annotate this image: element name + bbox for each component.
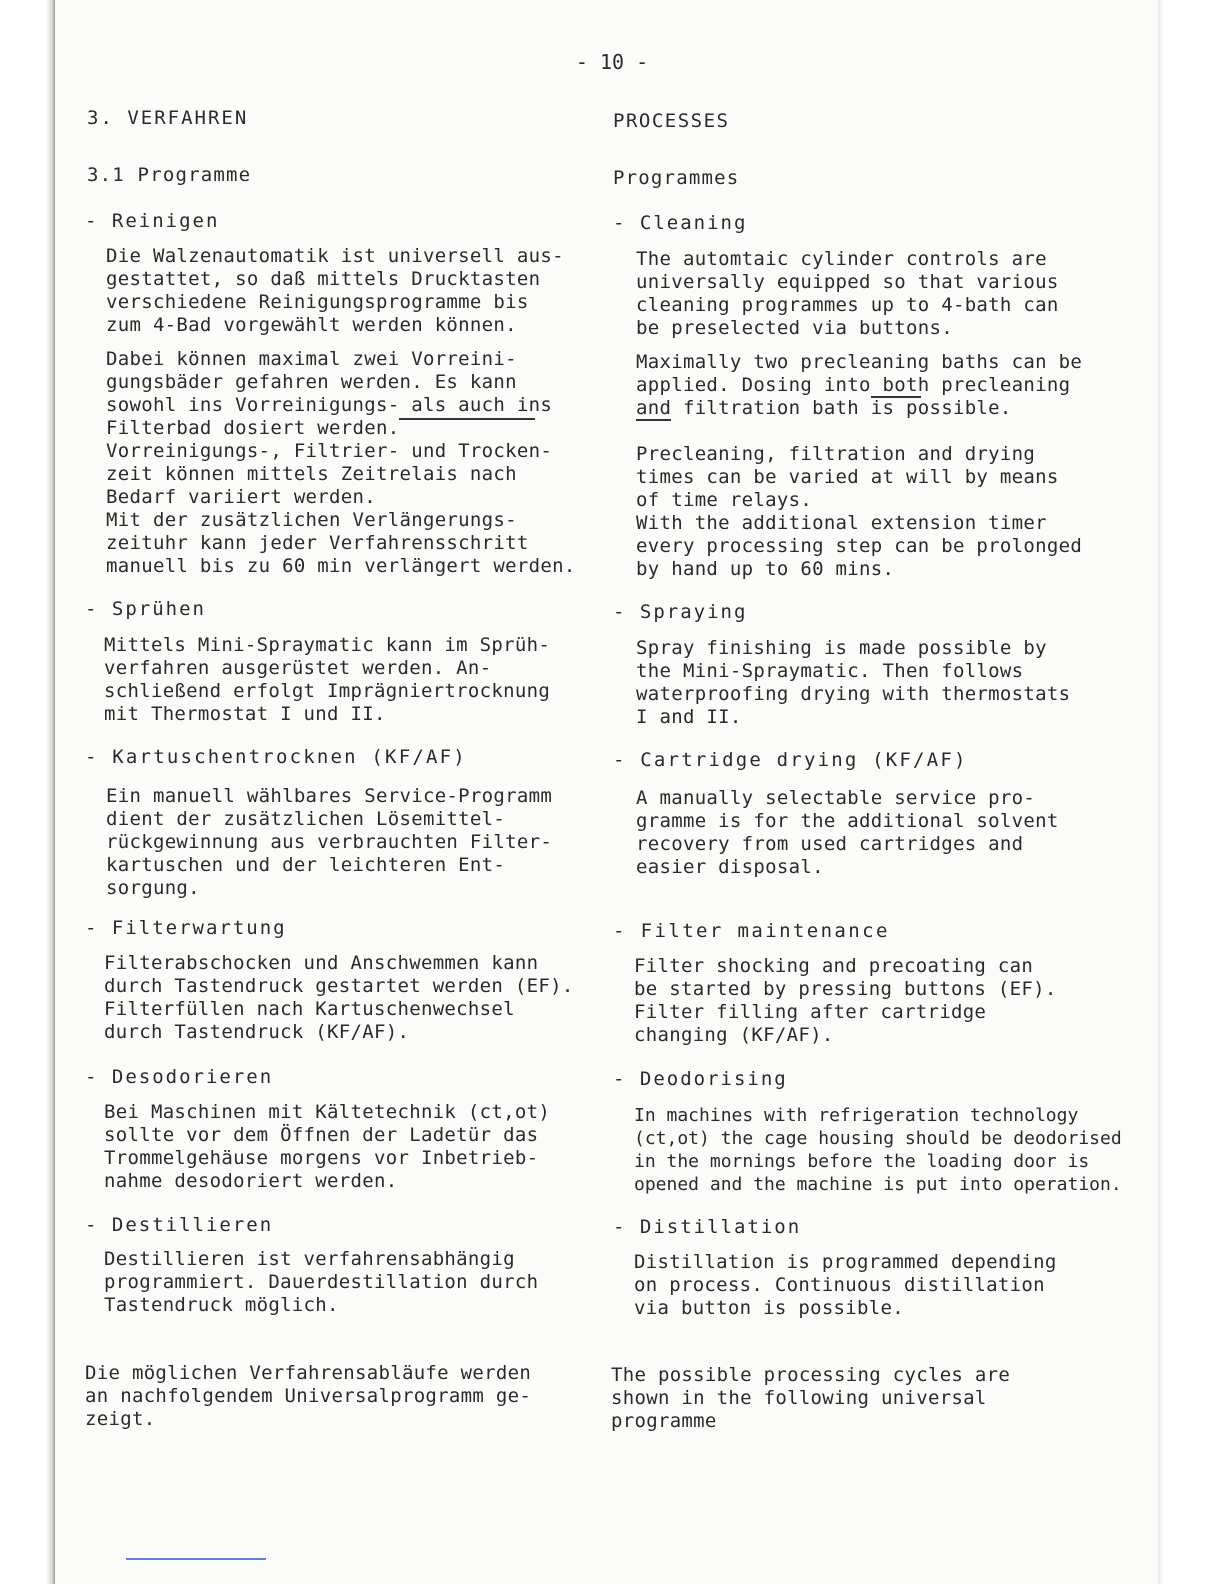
german-item-text: Filterabschocken und Anschwemmen kann durch Tastendruck gestartet werden (EF). Filterfüllen nach Kartuschenwechsel durch Tastendruck (KF/AF). bbox=[104, 952, 574, 1043]
underline-mark bbox=[870, 396, 988, 398]
english-item-heading: - Deodorising bbox=[613, 1068, 788, 1090]
page-number: - 10 - bbox=[575, 50, 649, 74]
english-item-text: In machines with refrigeration technology (ct,ot) the cage housing should be deodorised in the mornings before the loading door is opened and the machine is put into operation. bbox=[634, 1105, 1122, 1195]
german-item-text: Mittels Mini-Spraymatic kann im Sprüh- verfahren ausgerüstet werden. An- schließend erfolgt Imprägniertrocknung mit Thermostat I und II. bbox=[104, 634, 551, 725]
german-item-text: Bei Maschinen mit Kältetechnik (ct,ot) sollte vor dem Öffnen der Ladetür das Trommelgehäuse morgens vor Inbetrieb- nahme desodoriert werden. bbox=[104, 1101, 551, 1192]
english-item-heading: - Spraying bbox=[613, 601, 748, 623]
german-item-heading: - Destillieren bbox=[85, 1214, 274, 1236]
german-item-text: Ein manuell wählbares Service-Programm dient der zusätzlichen Lösemittel- rückgewinnung aus verbrauchten Filter- kartuschen und der leichteren Ent- sorgung. bbox=[106, 785, 553, 899]
english-item-text: Spray finishing is made possible by the Mini-Spraymatic. Then follows waterproofing drying with thermostats I and II. bbox=[636, 637, 1071, 728]
english-section-title: PROCESSES bbox=[613, 110, 730, 132]
english-closing-text: The possible processing cycles are shown in the following universal programme bbox=[611, 1364, 1011, 1432]
english-item-text: Precleaning, filtration and drying times can be varied at will by means of time relays. With the additional extension timer every processing step can be prolonged by hand up to 60 mins. bbox=[636, 443, 1083, 580]
english-item-text: Distillation is programmed depending on process. Continuous distillation via button is possible. bbox=[634, 1251, 1057, 1319]
english-item-text: A manually selectable service pro- gramme is for the additional solvent recovery from used cartridges and easier disposal. bbox=[636, 787, 1059, 878]
english-item-heading: - Distillation bbox=[613, 1216, 802, 1238]
english-item-text: The automtaic cylinder controls are universally equipped so that various cleaning programmes up to 4-bath can be preselected via buttons. bbox=[636, 248, 1059, 339]
english-item-text: Filter shocking and precoating can be started by pressing buttons (EF). Filter filling after cartridge changing (KF/AF). bbox=[634, 955, 1057, 1046]
german-closing-text: Die möglichen Verfahrensabläufe werden an nachfolgendem Universalprogramm ge- zeigt. bbox=[85, 1362, 532, 1430]
german-item-heading: - Sprühen bbox=[85, 598, 206, 620]
english-item-heading: - Filter maintenance bbox=[613, 920, 890, 942]
german-item-heading: - Filterwartung bbox=[85, 917, 287, 939]
english-item-heading: - Cleaning bbox=[613, 212, 748, 234]
scan-left-edge bbox=[0, 0, 55, 1584]
scan-right-edge bbox=[1158, 0, 1224, 1584]
underline-mark bbox=[399, 418, 535, 420]
english-item-heading: - Cartridge drying (KF/AF) bbox=[613, 749, 968, 771]
german-item-heading: - Desodorieren bbox=[85, 1066, 274, 1088]
bottom-blue-mark bbox=[126, 1558, 266, 1560]
german-item-heading: - Reinigen bbox=[85, 210, 220, 232]
underline-mark bbox=[636, 419, 671, 421]
german-subsection-title: 3.1 Programme bbox=[87, 164, 252, 186]
german-item-heading: - Kartuschentrocknen (KF/AF) bbox=[85, 746, 467, 768]
english-item-text: Maximally two precleaning baths can be applied. Dosing into both precleaning and filtration bath is possible. bbox=[636, 351, 1083, 419]
german-item-text: Die Walzenautomatik ist universell aus- gestattet, so daß mittels Drucktasten verschiedene Reinigungsprogramme bis zum 4-Bad vorgewählt werden können. bbox=[106, 245, 564, 336]
german-item-text: Destillieren ist verfahrensabhängig programmiert. Dauerdestillation durch Tastendruck möglich. bbox=[104, 1248, 539, 1316]
german-item-text: Dabei können maximal zwei Vorreini- gungsbäder gefahren werden. Es kann sowohl ins Vorreinigungs- als auch ins Filterbad dosiert werden. Vorreinigungs-, Filtrier- und Trocken- zeit können mittels Zeitrelais nach Bedarf variiert werden. Mit der zusätzlichen Verlängerungs- zeituhr kann jeder Verfahrensschritt manuell bis zu 60 min verlängert werden. bbox=[106, 348, 576, 577]
german-section-title: 3. VERFAHREN bbox=[87, 107, 249, 129]
english-subsection-title: Programmes bbox=[613, 167, 740, 189]
